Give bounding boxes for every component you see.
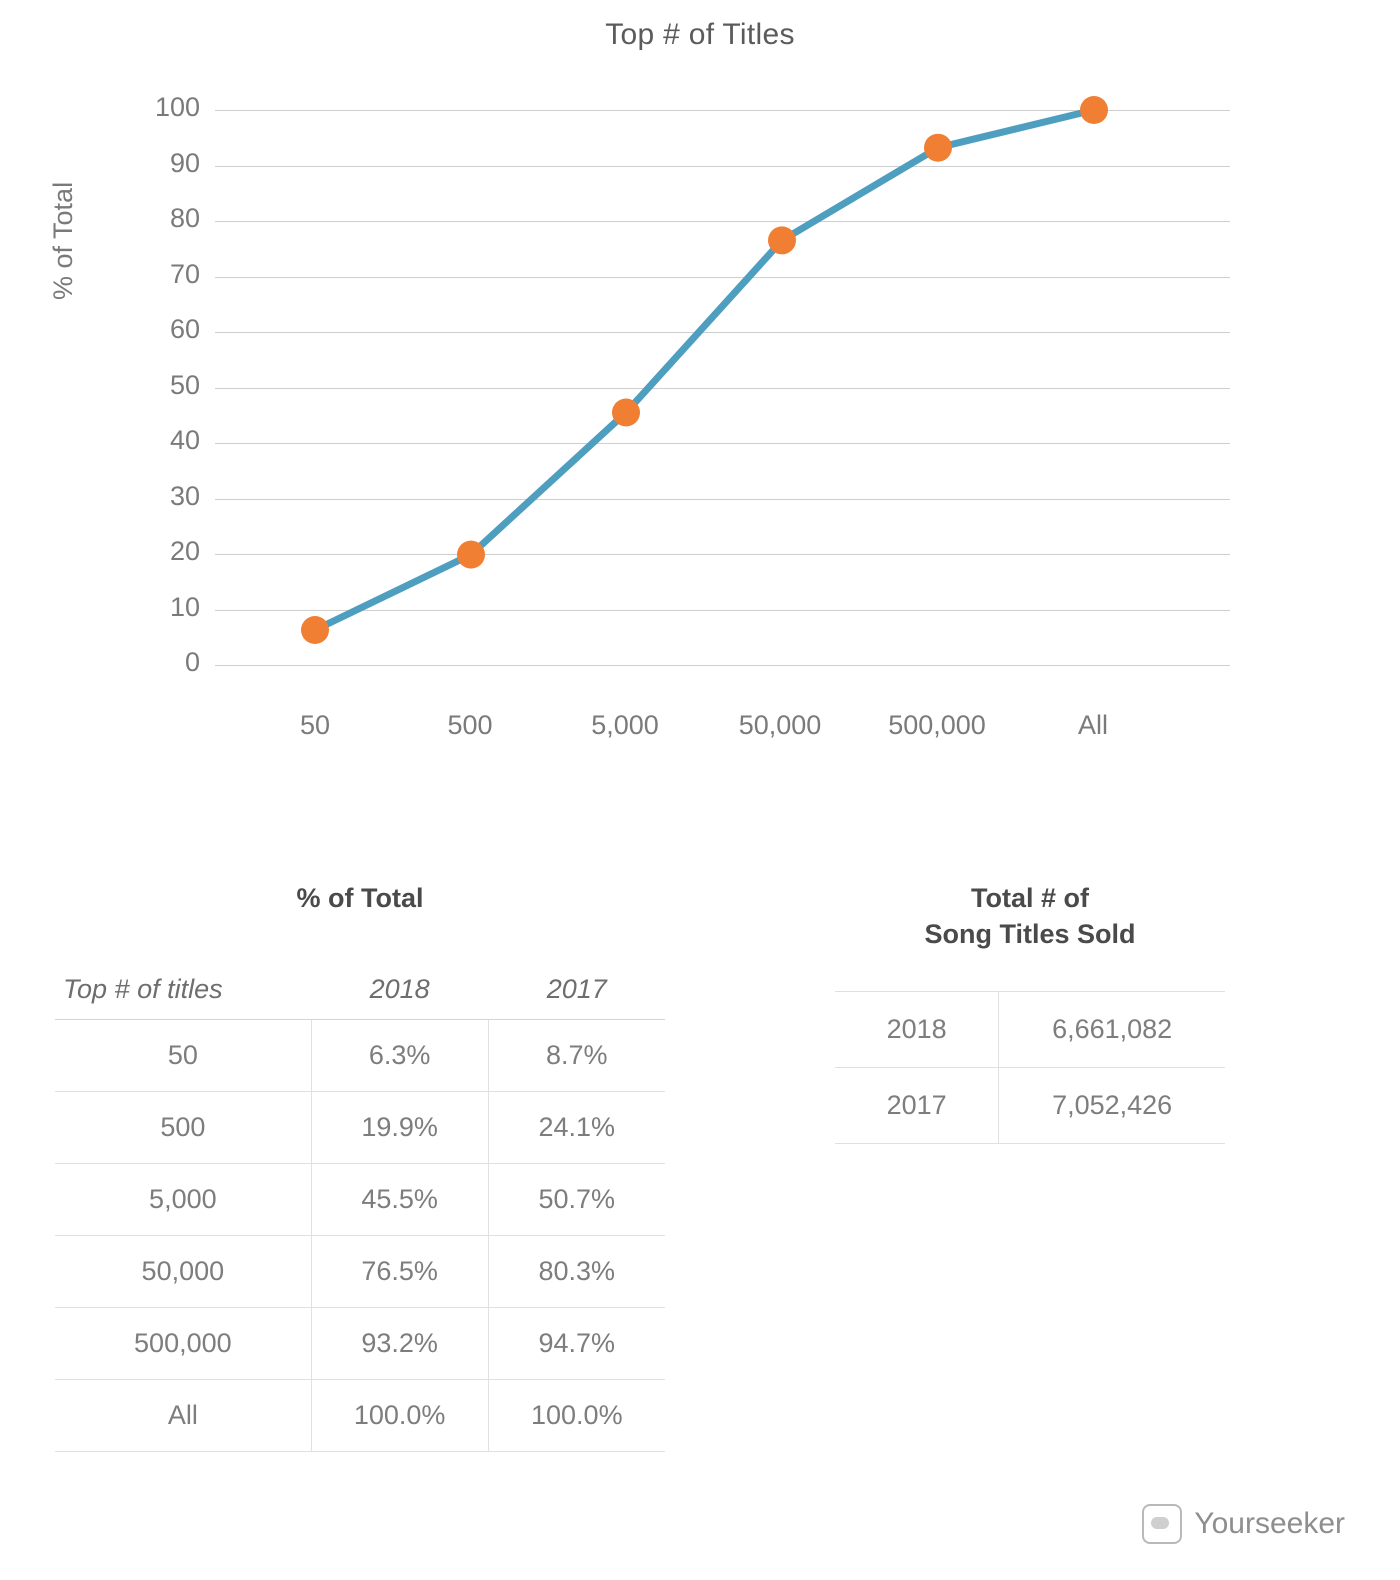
table-row (835, 1067, 1225, 1143)
cell-2017: 94.7% (488, 1308, 665, 1380)
y-tick: 30 (169, 480, 200, 511)
y-tick: 80 (169, 203, 200, 233)
cell-2017: 8.7% (488, 1020, 665, 1092)
cell-titles: 50 (55, 1020, 311, 1092)
cell-2018: 76.5% (311, 1236, 488, 1308)
x-tick: 50,000 (738, 710, 822, 740)
cell-titles: All (55, 1380, 311, 1452)
table-row (55, 1092, 665, 1164)
cell-year: 2018 (835, 991, 999, 1067)
y-tick: 60 (169, 314, 200, 344)
table-row (55, 1020, 665, 1092)
watermark (1142, 1504, 1345, 1544)
y-tick: 40 (169, 425, 200, 455)
cell-total: 7,052,426 (999, 1067, 1225, 1143)
y-tick: 90 (169, 147, 200, 178)
column-header-titles: Top # of titles (55, 954, 311, 1020)
axis-line (215, 665, 1230, 666)
table-row (835, 991, 1225, 1067)
y-tick: 20 (169, 536, 200, 566)
cell-titles: 500,000 (55, 1308, 311, 1380)
cell-titles: 50,000 (55, 1236, 311, 1308)
percent-of-total-table-block (55, 880, 665, 1452)
cell-2017: 80.3% (488, 1236, 665, 1308)
y-axis-label: % of Total (48, 181, 78, 300)
cell-2018: 45.5% (311, 1164, 488, 1236)
percent-table-title: % of Total (296, 883, 424, 913)
table-header-row (55, 954, 665, 1020)
column-header-2018: 2018 (311, 954, 488, 1020)
x-tick: 500,000 (888, 710, 986, 740)
x-tick: 500 (447, 710, 493, 740)
y-tick: 100 (154, 92, 200, 122)
series-line-2018 (215, 110, 1230, 665)
data-point-marker (1080, 96, 1108, 124)
chart-title: Top # of Titles (605, 18, 795, 51)
data-point-marker (768, 226, 796, 254)
table-row (55, 1164, 665, 1236)
total-table-title (835, 880, 1225, 953)
watermark-label: Yourseeker (1194, 1507, 1345, 1540)
total-titles-sold-table (835, 991, 1225, 1144)
cell-2018: 6.3% (311, 1020, 488, 1092)
tables-panel (0, 880, 1400, 1580)
data-point-marker (612, 399, 640, 427)
cell-year: 2017 (835, 1067, 999, 1143)
cell-titles: 500 (55, 1092, 311, 1164)
cell-2018: 93.2% (311, 1308, 488, 1380)
table-row (55, 1236, 665, 1308)
total-table-title-line2: Song Titles Sold (924, 919, 1136, 950)
x-tick: All (1077, 710, 1108, 740)
percent-of-total-table (55, 954, 665, 1452)
cell-2017: 50.7% (488, 1164, 665, 1236)
x-tick: 50 (299, 710, 331, 740)
x-tick: 5,000 (591, 710, 659, 740)
y-tick: 10 (169, 591, 200, 622)
cell-2017: 24.1% (488, 1092, 665, 1164)
column-header-2017: 2017 (488, 954, 665, 1020)
plot-area (154, 92, 1230, 740)
cell-2017: 100.0% (488, 1380, 665, 1452)
table-row (55, 1308, 665, 1380)
cell-2018: 19.9% (311, 1092, 488, 1164)
data-point-marker (301, 616, 329, 644)
data-point-marker (924, 134, 952, 162)
cell-titles: 5,000 (55, 1164, 311, 1236)
total-titles-sold-table-block (835, 880, 1225, 1144)
cell-2018: 100.0% (311, 1380, 488, 1452)
table-row (55, 1380, 665, 1452)
y-tick: 50 (169, 369, 200, 400)
app-logo-icon (1142, 1504, 1182, 1544)
cell-total: 6,661,082 (999, 991, 1225, 1067)
data-point-marker (457, 541, 485, 569)
y-tick: 70 (169, 258, 200, 289)
total-table-title-line1: Total # of (971, 883, 1089, 913)
y-tick: 0 (184, 647, 200, 677)
